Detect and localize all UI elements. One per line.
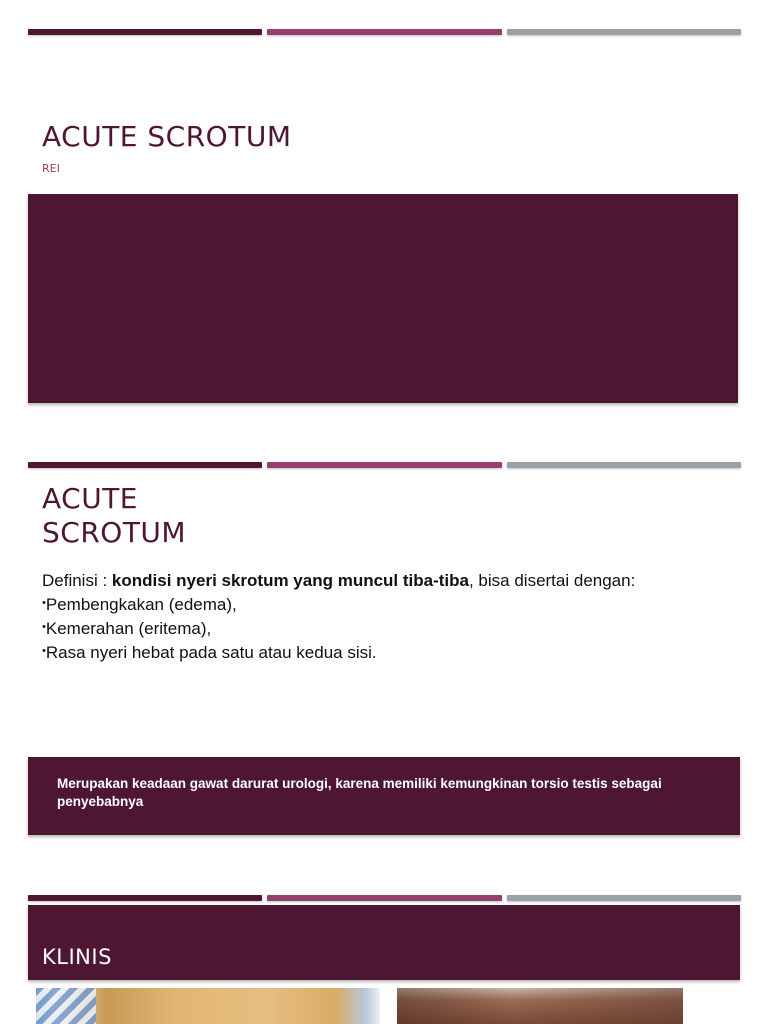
- bullet-icon: •: [42, 597, 46, 609]
- slide2-title: [42, 482, 186, 550]
- list-item: [42, 592, 742, 616]
- photo-drape: [36, 988, 96, 1024]
- accent-bar-grey: [507, 462, 741, 468]
- list-item: [42, 640, 742, 664]
- list-item: [42, 616, 742, 640]
- slide2-title-line2: SCROTUM: [42, 516, 187, 549]
- slide1-accent-bars: [28, 29, 741, 37]
- slide1-title: ACUTE SCROTUM: [42, 120, 292, 153]
- accent-bar-dark: [28, 462, 262, 468]
- definition-line: [42, 569, 742, 592]
- slide3-header-block: [28, 905, 740, 980]
- clinical-photo-right: [397, 988, 683, 1024]
- accent-bar-mid: [267, 895, 501, 901]
- slide2-body: [42, 569, 742, 664]
- definition-bold: kondisi nyeri skrotum yang muncul tiba-tiba: [111, 571, 469, 590]
- callout-box: Merupakan keadaan gawat darurat urologi, karena memiliki kemungkinan torsio testis sebagai penyebabnya: [28, 757, 740, 835]
- accent-bar-dark: [28, 29, 262, 35]
- bullet-icon: •: [42, 645, 46, 657]
- slide1-color-block: [28, 194, 738, 403]
- slide1-subtitle: REI: [42, 162, 60, 175]
- accent-bar-grey: [507, 895, 741, 901]
- list-item-text: Pembengkakan (edema),: [45, 595, 237, 614]
- list-item-text: Rasa nyeri hebat pada satu atau kedua sisi.: [45, 643, 377, 662]
- list-item-text: Kemerahan (eritema),: [45, 619, 212, 638]
- slide3-title: KLINIS: [42, 945, 112, 969]
- photo-shade: [397, 988, 683, 1024]
- clinical-photo-left: [36, 988, 380, 1024]
- slide3-accent-bars: [28, 895, 741, 903]
- slide2-accent-bars: [28, 462, 741, 470]
- definition-label: Definisi :: [42, 571, 112, 590]
- bullet-icon: •: [42, 621, 46, 633]
- accent-bar-grey: [507, 29, 741, 35]
- slide2-title-line1: ACUTE: [42, 482, 139, 515]
- accent-bar-mid: [267, 29, 501, 35]
- accent-bar-mid: [267, 462, 501, 468]
- accent-bar-dark: [28, 895, 262, 901]
- definition-rest: , bisa disertai dengan:: [468, 571, 636, 590]
